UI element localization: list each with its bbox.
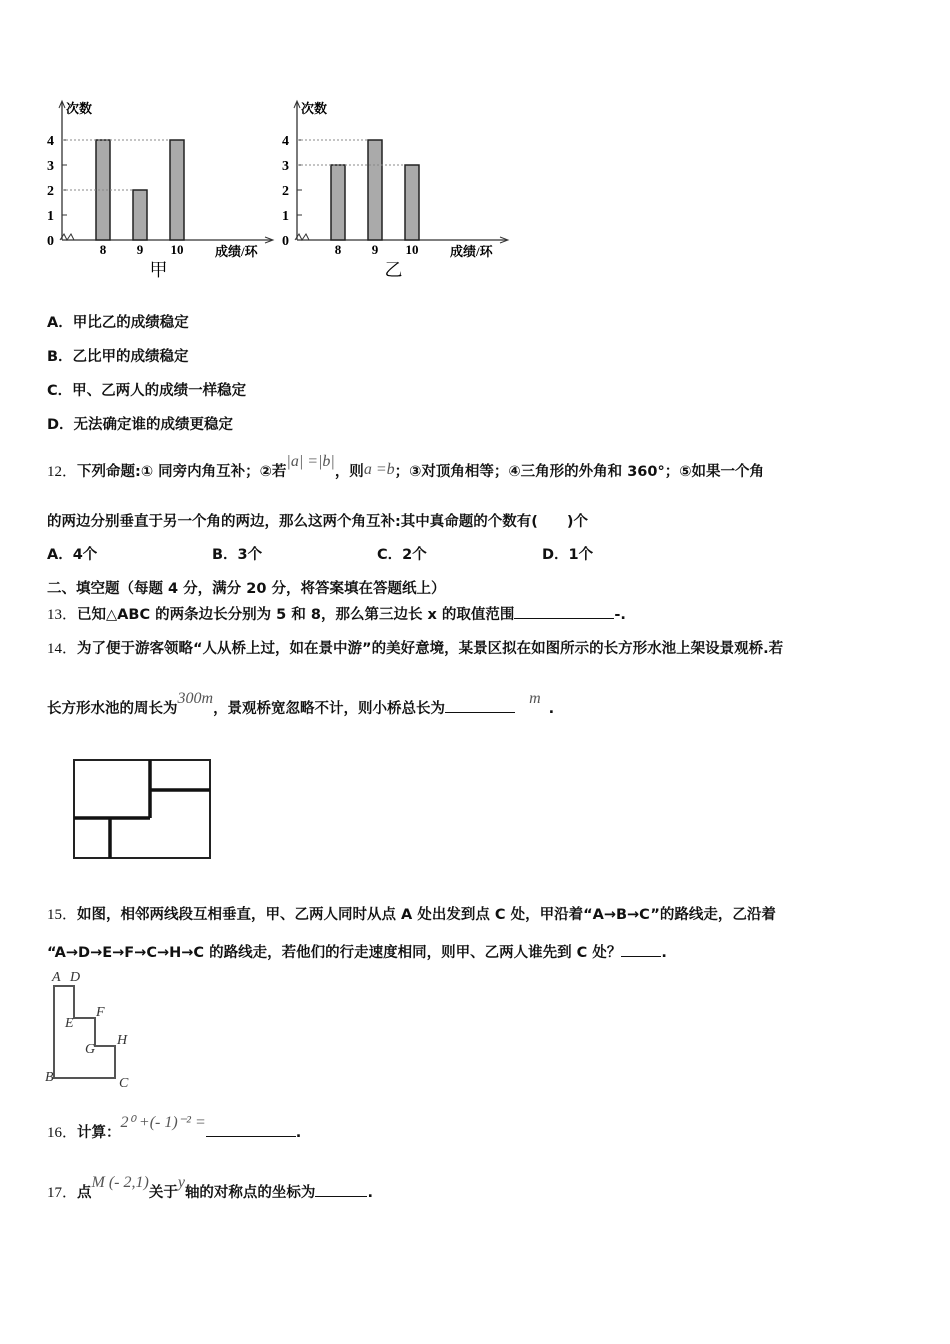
- q17: 17．点M (- 2,1)关于y轴的对称点的坐标为 .: [47, 1174, 373, 1201]
- answer-blank[interactable]: [445, 698, 515, 713]
- q12-line1: 12．下列命题:① 同旁内角互补；②若|a| =|b|，则a =b；③对顶角相等；④三角形的外角和 360°；⑤如果一个角: [47, 453, 765, 480]
- q15-line2: “A→D→E→F→C→H→C 的路线走，若他们的行走速度相同，则甲、乙两人谁先到 C 处？ .: [47, 941, 667, 962]
- answer-blank[interactable]: [206, 1122, 296, 1137]
- y-tick-label: 4: [282, 134, 289, 149]
- q12-option-a: A．4个: [47, 547, 98, 563]
- point-label: G: [85, 1042, 96, 1057]
- y-axis-label: 次数: [66, 101, 93, 116]
- q13: 13．已知△ABC 的两条边长分别为 5 和 8，那么第三边长 x 的取值范围 -.: [47, 603, 626, 624]
- x-tick-label: 10: [170, 242, 184, 257]
- option-c: C．甲、乙两人的成绩一样稳定: [47, 383, 247, 399]
- answer-blank[interactable]: [621, 942, 661, 957]
- y-tick-label: 0: [47, 234, 54, 249]
- q12-option-c: C．2个: [377, 547, 427, 563]
- section-heading: 二、填空题（每题 4 分，满分 20 分，将答案填在答题纸上）: [47, 581, 446, 597]
- x-tick-label: 10: [405, 242, 419, 257]
- x-tick-label: 8: [334, 242, 342, 257]
- answer-blank[interactable]: [315, 1182, 367, 1197]
- chart-title: 乙: [384, 260, 403, 280]
- q14-line2: 长方形水池的周长为300m，景观桥宽忽略不计，则小桥总长为m.: [47, 690, 555, 717]
- y-axis-label: 次数: [301, 101, 328, 116]
- point-label: F: [96, 1005, 105, 1020]
- q14-line1: 14．为了便于游客领略“人从桥上过，如在景中游”的美好意境，某景区拟在如图所示的长方形水池上架设景观桥.若: [47, 641, 784, 657]
- math-abs: |a| =|b|: [286, 453, 335, 470]
- option-a: A．甲比乙的成绩稳定: [47, 315, 189, 331]
- y-tick-label: 2: [47, 184, 54, 199]
- point-label: C: [119, 1076, 129, 1091]
- y-tick-label: 2: [282, 184, 289, 199]
- q16: 16．计算：2⁰ +(- 1)⁻² =.: [47, 1114, 302, 1141]
- point-label: A: [52, 970, 61, 985]
- bar: [331, 165, 345, 240]
- y-tick-label: 3: [282, 159, 289, 174]
- x-axis-label: 成绩/环: [215, 244, 258, 259]
- chart-title: 甲: [149, 260, 168, 280]
- y-tick-label: 4: [47, 134, 54, 149]
- q12-option-b: B．3个: [212, 547, 263, 563]
- answer-blank[interactable]: [514, 604, 614, 619]
- bar: [368, 140, 382, 240]
- point-label: H: [117, 1033, 128, 1048]
- option-b: B．乙比甲的成绩稳定: [47, 349, 189, 365]
- bar: [133, 190, 147, 240]
- point-label: B: [45, 1070, 54, 1085]
- point-label: D: [70, 970, 81, 985]
- q15-line1: 15．如图，相邻两线段互相垂直，甲、乙两人同时从点 A 处出发到点 C 处，甲沿着“A→B→C”的路线走，乙沿着: [47, 907, 776, 923]
- bar: [170, 140, 184, 240]
- option-d: D．无法确定谁的成绩更稳定: [47, 417, 234, 433]
- bar-charts: [0, 0, 950, 290]
- x-tick-label: 9: [136, 242, 144, 257]
- q12-option-d: D．1个: [542, 547, 594, 563]
- x-tick-label: 8: [99, 242, 107, 257]
- x-tick-label: 9: [371, 242, 379, 257]
- y-tick-label: 1: [47, 209, 54, 224]
- bar: [405, 165, 419, 240]
- x-axis-label: 成绩/环: [450, 244, 493, 259]
- y-tick-label: 1: [282, 209, 289, 224]
- point-label: E: [65, 1016, 74, 1031]
- y-tick-label: 0: [282, 234, 289, 249]
- y-tick-label: 3: [47, 159, 54, 174]
- q12-line2: 的两边分别垂直于另一个角的两边，那么这两个角互补:其中真命题的个数有( )个: [47, 514, 589, 530]
